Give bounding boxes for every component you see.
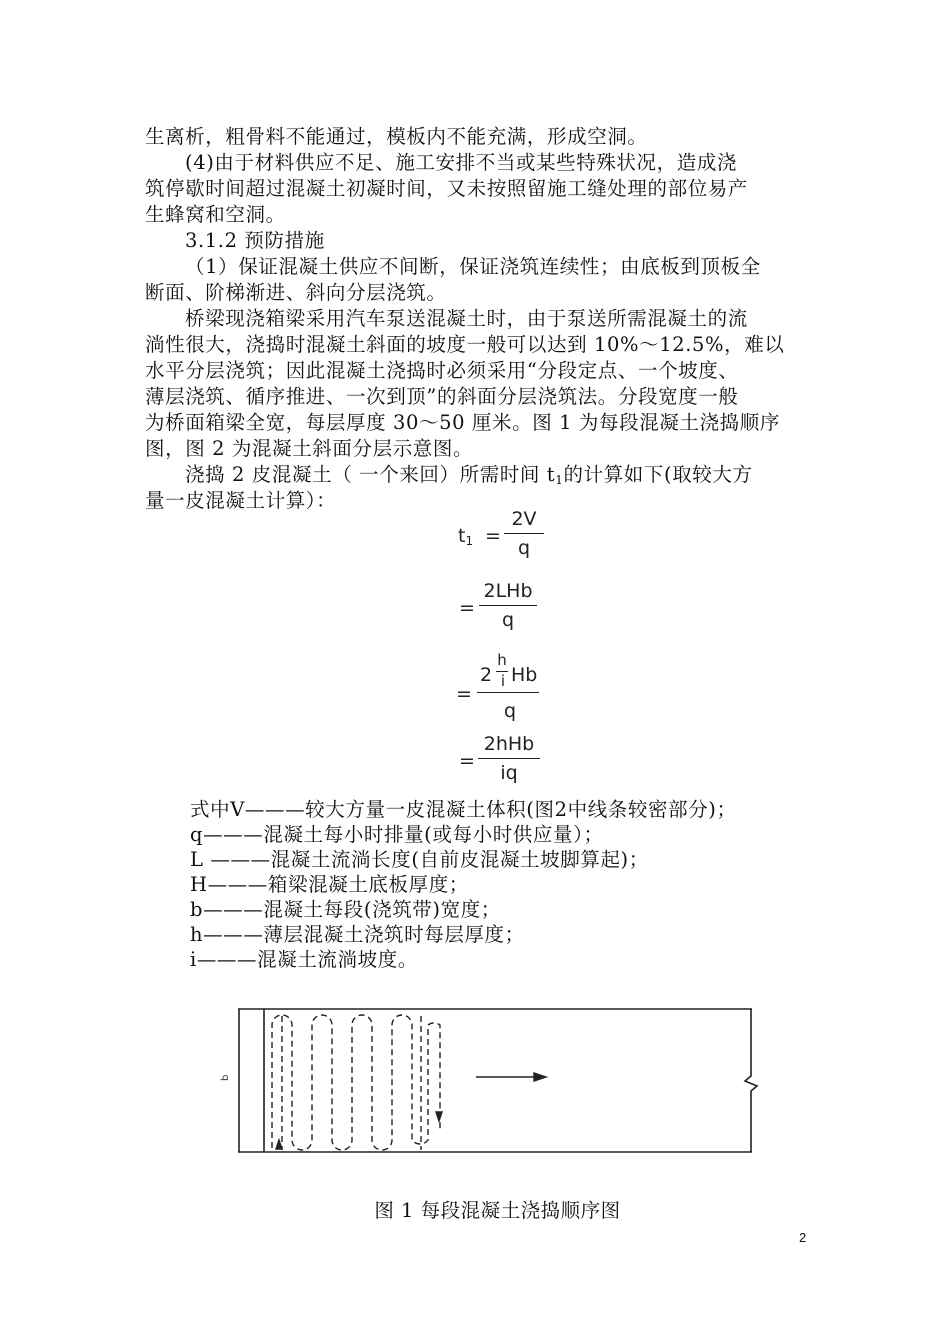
formula-coef: 2 xyxy=(480,664,493,686)
paragraph-line: (4)由于材料供应不足、施工安排不当或某些特殊状况，造成浇 xyxy=(185,151,738,174)
paragraph-line: 薄层浇筑、循序推进、一次到顶”的斜面分层浇筑法。分段宽度一般 xyxy=(145,385,739,408)
denominator: q xyxy=(501,609,515,631)
side-label: b xyxy=(220,1074,231,1081)
definition-line: H———箱梁混凝土底板厚度； xyxy=(190,873,469,896)
equals-sign: = xyxy=(485,525,501,547)
paragraph-line: 生蜂窝和空洞。 xyxy=(145,203,286,226)
paragraph-line: 为桥面箱梁全宽，每层厚度 30～50 厘米。图 1 为每段混凝土浇捣顺序 xyxy=(145,411,780,434)
denominator: q xyxy=(517,537,531,559)
paragraph-line: 桥梁现浇箱梁采用汽车泵送混凝土时，由于泵送所需混凝土的流 xyxy=(185,307,748,330)
numerator: 2LHb xyxy=(483,580,533,602)
equals-sign: = xyxy=(459,750,475,772)
paragraph-line: 量一皮混凝土计算）： xyxy=(145,489,337,512)
direction-arrowhead xyxy=(534,1073,546,1081)
definition-line: 式中V———较大方量一皮混凝土体积(图2中线条较密部分)； xyxy=(190,798,737,821)
up-arrowhead xyxy=(276,1140,282,1149)
definition-line: b———混凝土每段(浇筑带)宽度； xyxy=(190,898,501,921)
page-number: 2 xyxy=(799,1230,807,1245)
paragraph-line: 筑停歇时间超过混凝土初凝时间，又未按照留施工缝处理的部位易产 xyxy=(145,177,749,200)
section-heading: 3.1.2 预防措施 xyxy=(185,229,325,252)
paragraph-line: 断面、阶梯渐进、斜向分层浇筑。 xyxy=(145,281,447,304)
paragraph-line: （1）保证混凝土供应不间断，保证浇筑连续性；由底板到顶板全 xyxy=(185,255,761,278)
denominator: q xyxy=(503,700,517,722)
denominator: iq xyxy=(500,762,518,784)
equals-sign: = xyxy=(456,683,472,705)
paragraph-line: 生离析，粗骨料不能通过，模板内不能充满，形成空洞。 xyxy=(145,125,648,148)
break-line xyxy=(745,1009,757,1152)
figure-caption: 图 1 每段混凝土浇捣顺序图 xyxy=(374,1199,621,1222)
subscript: 1 xyxy=(555,473,564,487)
numerator: 2hHb xyxy=(483,733,535,755)
definition-line: h———薄层混凝土浇筑时每层厚度； xyxy=(190,923,525,946)
formula-var: t xyxy=(458,525,466,547)
definition-line: q———混凝土每小时排量(或每小时供应量）； xyxy=(190,823,604,846)
pour-sequence-path xyxy=(272,1015,440,1150)
paragraph-line: 淌性很大，浇捣时混凝土斜面的坡度一般可以达到 10%～12.5%，难以 xyxy=(145,333,785,356)
paragraph-line: 水平分层浇筑；因此混凝土浇捣时必须采用“分段定点、一个坡度、 xyxy=(145,359,739,382)
numerator: 2V xyxy=(511,508,537,530)
definition-line: L ———混凝土流淌长度(自前皮混凝土坡脚算起)； xyxy=(190,848,649,871)
formula-sub: 1 xyxy=(465,534,474,548)
small-fraction-den: i xyxy=(500,672,506,690)
small-fraction-num: h xyxy=(497,651,507,669)
definition-line: i———混凝土流淌坡度。 xyxy=(190,948,418,971)
formula-tail: Hb xyxy=(511,664,538,686)
text: 浇捣 2 皮混凝土（ 一个来回）所需时间 t xyxy=(185,463,556,486)
down-arrowhead xyxy=(436,1112,442,1121)
text: 的计算如下(取较大方 xyxy=(563,463,753,486)
paragraph-line: 图，图 2 为混凝土斜面分层示意图。 xyxy=(145,437,474,460)
equals-sign: = xyxy=(459,597,475,619)
